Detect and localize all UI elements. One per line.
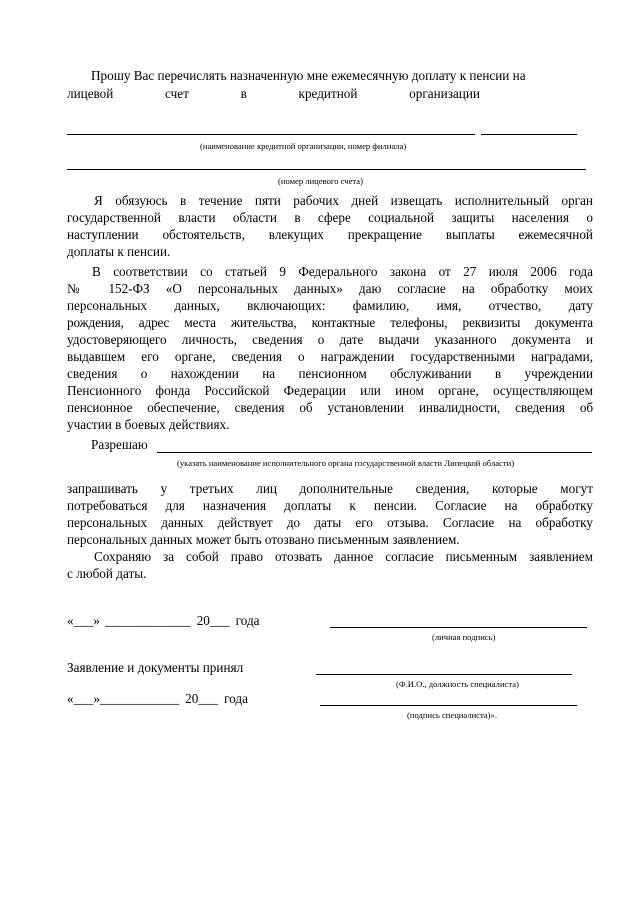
consent-line-8: Пенсионного фонда Российской Федерации или ином органе, осуществляющем (67, 383, 593, 398)
transfer-request-line-2 (67, 85, 480, 102)
personal-signature-caption: (личная подпись) (432, 632, 496, 642)
consent-line-3: персональных данных, включающих: фамилию, имя, отчество, дату (67, 298, 593, 313)
word: счет (165, 86, 189, 101)
word: в (240, 86, 247, 101)
specialist-name-blank[interactable] (316, 674, 572, 675)
consent-line-1: В соответствии со статьей 9 Федерального закона от 27 июля 2006 года (92, 264, 593, 279)
year-word: года (235, 613, 260, 628)
request-line-2: потребоваться для назначения доплаты к пенсии. Согласие на обработку (67, 498, 593, 513)
consent-line-9: пенсионное обеспечение, сведения об установлении инвалидности, сведения об (67, 400, 593, 415)
specialist-name-caption: (Ф.И.О., должность специалиста) (396, 679, 519, 689)
account-caption: (номер лицевого счета) (278, 176, 363, 186)
bank-name-blank[interactable] (67, 134, 475, 135)
consent-line-7: сведения о нахождении на пенсионном обслуживании в учреждении (67, 366, 593, 381)
consent-line-6: выдавшем его органе, сведения о награждении государственными наградами, (67, 349, 593, 364)
specialist-signature-blank[interactable] (320, 705, 577, 706)
consent-line-10: участии в боевых действиях. (67, 417, 230, 432)
bank-caption: (наименование кредитной организации, номер филиала) (200, 141, 407, 151)
obligation-line-4: доплаты к пенсии. (67, 244, 171, 259)
revoke-line-2: с любой даты. (67, 566, 147, 581)
consent-line-4: рождения, адрес места жительства, контактные телефоны, реквизиты документа (67, 315, 593, 330)
obligation-line-3: наступлении обстоятельств, влекущих прекращение выплаты ежемесячной (67, 227, 593, 242)
branch-number-blank[interactable] (481, 134, 577, 135)
month-field[interactable]: _____________ (104, 613, 191, 628)
authority-caption: (указать наименование исполнительного органа государственной власти Липецкой области) (177, 458, 515, 468)
month-field-extra[interactable]: ____ (152, 691, 180, 706)
date-row-specialist (67, 690, 248, 707)
word: лицевой (67, 86, 114, 101)
obligation-line-1: Я обязуюсь в течение пяти рабочих дней извещать исполнительный орган (94, 193, 593, 208)
request-line-3: персональных данных действует до даты его отзыва. Согласие на обработку (67, 515, 593, 530)
word: организации (409, 86, 480, 101)
month-field[interactable]: ________ (99, 691, 153, 706)
revoke-line-1: Сохраняю за собой право отозвать данное согласие письменным заявлением (94, 549, 593, 564)
personal-signature-blank[interactable] (330, 627, 587, 628)
word: кредитной (298, 86, 358, 101)
request-line-4: персональных данных может быть отозвано письменным заявлением. (67, 532, 460, 547)
date-row-applicant (67, 612, 260, 629)
accepted-label: Заявление и документы принял (67, 660, 244, 675)
year-field[interactable]: 20___ (185, 691, 219, 706)
consent-line-5: удостоверяющего личность, сведения о дате выдачи указанного документа и (67, 332, 593, 347)
allow-label: Разрешаю (91, 437, 148, 452)
obligation-line-2: государственной власти области в сфере социальной защиты населения о (67, 210, 593, 225)
account-number-blank[interactable] (67, 169, 586, 170)
year-field[interactable]: 20___ (196, 613, 230, 628)
consent-line-2: № 152-ФЗ «О персональных данных» даю согласие на обработку моих (67, 281, 593, 296)
year-word: года (224, 691, 248, 706)
authority-name-blank[interactable] (157, 452, 592, 453)
day-field[interactable]: «___» (67, 691, 100, 706)
day-field[interactable]: «___» (67, 613, 100, 628)
transfer-request-line-1: Прошу Вас перечислять назначенную мне ежемесячную доплату к пенсии на (91, 68, 526, 83)
request-line-1: запрашивать у третьих лиц дополнительные сведения, которые могут (67, 481, 593, 496)
specialist-signature-caption: (подпись специалиста)». (407, 710, 497, 720)
